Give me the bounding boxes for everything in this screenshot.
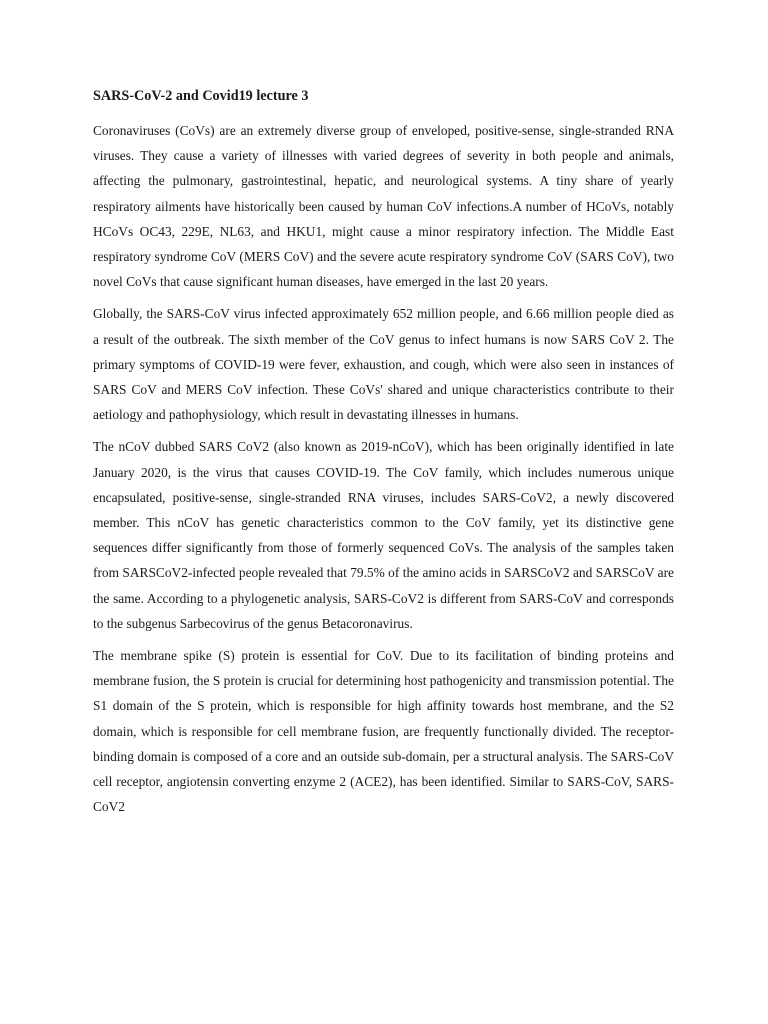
paragraph-global-impact: Globally, the SARS-CoV virus infected approximately 652 million people, and 6.66 million people died as a result of the outbreak. The sixth member of the CoV genus to infect humans is now SARS CoV 2. The primary symptoms of COVID-19 were fever, exhaustion, and cough, which were also seen in instances of SARS CoV and MERS CoV infection. These CoVs' shared and unique characteristics contribute to their aetiology and pathophysiology, which result in devastating illnesses in humans. [93,306,674,423]
document-page [93,86,674,826]
paragraph-spike-protein: The membrane spike (S) protein is essential for CoV. Due to its facilitation of binding proteins and membrane fusion, the S protein is crucial for determining host pathogenicity and transmission potential. The S1 domain of the S protein, which is responsible for high affinity towards host membrane, and the S2 domain, which is responsible for cell membrane fusion, are frequently functionally divided. The receptor-binding domain is composed of a core and an outside sub-domain, per a structural analysis. The SARS-CoV cell receptor, angiotensin converting enzyme 2 (ACE2), has been identified. Similar to SARS-CoV, SARS-CoV2 [93,648,674,815]
paragraph-coronaviruses-intro: Coronaviruses (CoVs) are an extremely diverse group of enveloped, positive-sense, single-stranded RNA viruses. They cause a variety of illnesses with varied degrees of severity in both people and animals, affecting the pulmonary, gastrointestinal, hepatic, and neurological systems. A tiny share of yearly respiratory ailments have historically been caused by human CoV infections.A number of HCoVs, notably HCoVs OC43, 229E, NL63, and HKU1, might cause a minor respiratory infection. The Middle East respiratory syndrome CoV (MERS CoV) and the severe acute respiratory syndrome CoV (SARS CoV), two novel CoVs that cause significant human diseases, have emerged in the last 20 years. [93,123,674,290]
paragraph-ncov-identification: The nCoV dubbed SARS CoV2 (also known as 2019-nCoV), which has been originally identified in late January 2020, is the virus that causes COVID-19. The CoV family, which includes numerous unique encapsulated, positive-sense, single-stranded RNA viruses, includes SARS-CoV2, a newly discovered member. This nCoV has genetic characteristics common to the CoV family, yet its distinctive gene sequences differ significantly from those of formerly sequenced CoVs. The analysis of the samples taken from SARSCoV2-infected people revealed that 79.5% of the amino acids in SARSCoV2 and SARSCoV are the same. According to a phylogenetic analysis, SARS-CoV2 is different from SARS-CoV and corresponds to the subgenus Sarbecovirus of the genus Betacoronavirus. [93,439,674,631]
document-title: SARS-CoV-2 and Covid19 lecture 3 [93,88,309,104]
